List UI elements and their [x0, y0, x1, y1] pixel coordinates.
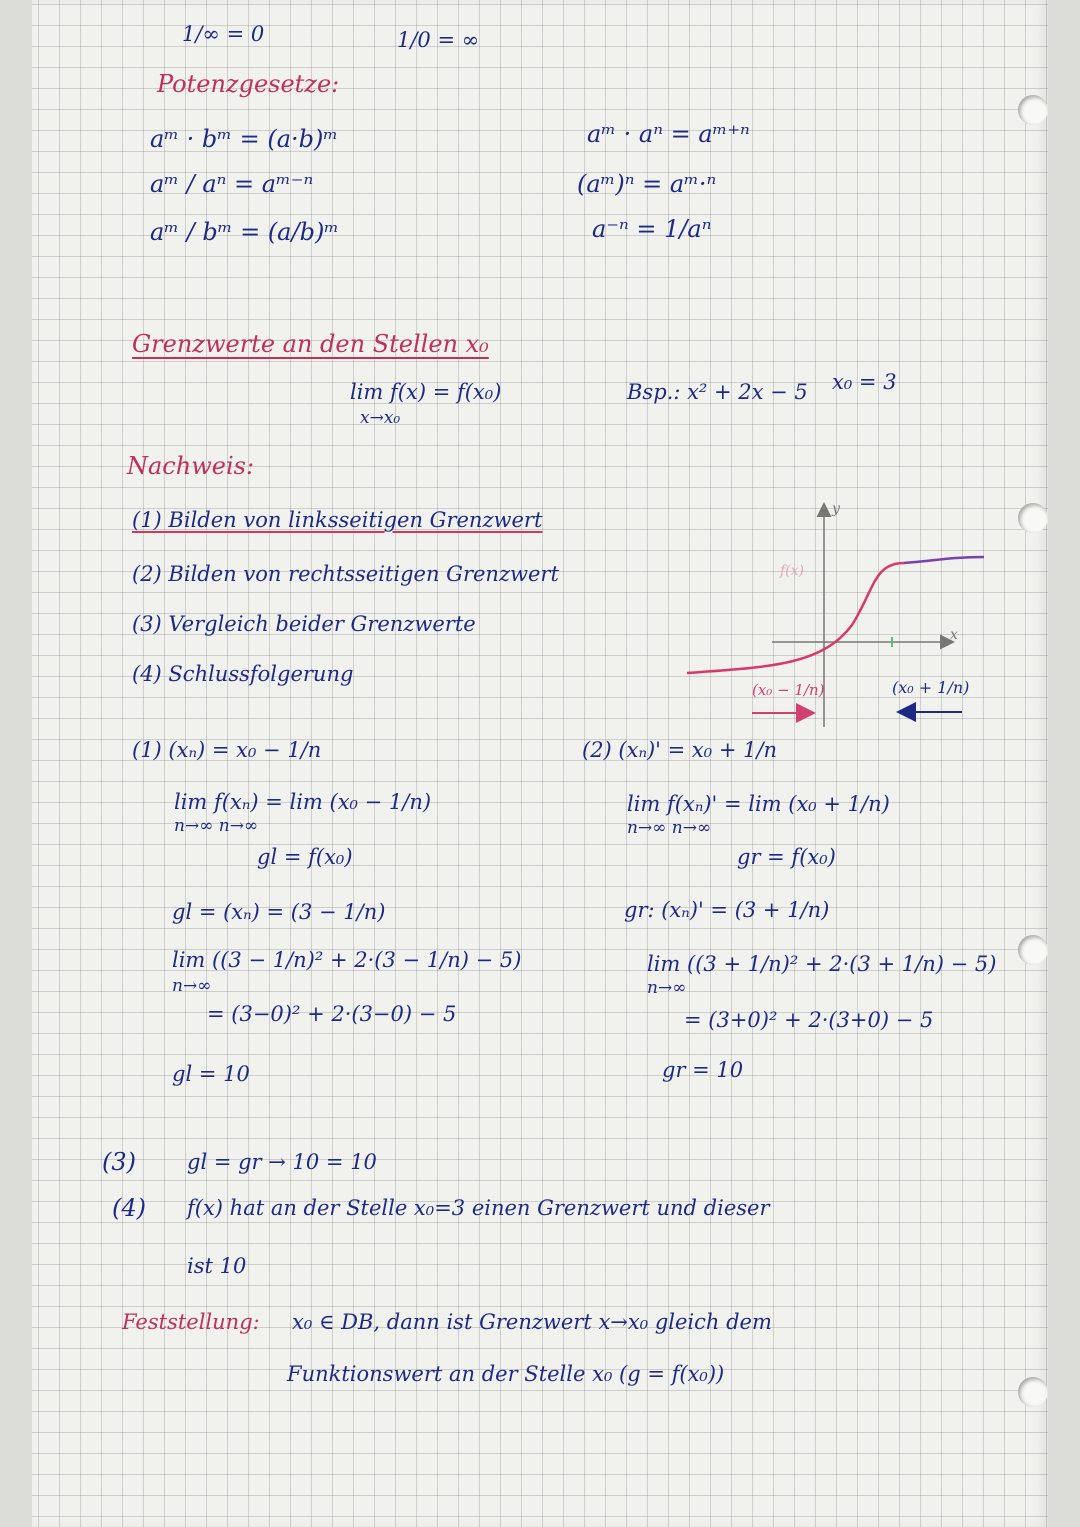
power-law-right-1: aᵐ · aⁿ = aᵐ⁺ⁿ — [587, 120, 750, 148]
limit-sketch-graph — [652, 495, 1012, 735]
right-gr-sequence: gr: (xₙ)' = (3 + 1/n) — [624, 898, 830, 922]
right-approach-label: (x₀ + 1/n) — [892, 678, 970, 697]
proof-step-2: (2) Bilden von rechtsseitigen Grenzwert — [132, 562, 559, 586]
left-limit-evaluated: = (3−0)² + 2·(3−0) − 5 — [207, 1002, 457, 1026]
step4-text-line1: f(x) hat an der Stelle x₀=3 einen Grenzwert und dieser — [187, 1196, 770, 1220]
binder-hole — [1018, 503, 1048, 533]
right-seq-definition: (2) (xₙ)' = x₀ + 1/n — [582, 738, 778, 762]
power-law-left-1: aᵐ · bᵐ = (a·b)ᵐ — [150, 125, 339, 153]
step3-number: (3) — [102, 1148, 136, 1176]
statement-label: Feststellung: — [122, 1310, 260, 1334]
left-approach-label: (x₀ − 1/n) — [752, 681, 825, 699]
step4-number: (4) — [112, 1194, 146, 1222]
statement-line1: x₀ ∈ DB, dann ist Grenzwert x→x₀ gleich dem — [292, 1310, 772, 1334]
left-gl-sequence: gl = (xₙ) = (3 − 1/n) — [172, 900, 386, 924]
notebook-page — [32, 0, 1048, 1527]
example-x0: x₀ = 3 — [832, 370, 897, 394]
statement-line2: Funktionswert an der Stelle x₀ (g = f(x₀)) — [287, 1362, 725, 1386]
proof-step-3: (3) Vergleich beider Grenzwerte — [132, 612, 476, 636]
binder-hole — [1018, 95, 1048, 125]
limit-formula-subscript: x→x₀ — [360, 408, 401, 428]
power-laws-heading: Potenzgesetze: — [157, 70, 340, 98]
binder-hole — [1018, 1377, 1048, 1407]
fx-label: f(x) — [780, 563, 805, 579]
power-law-left-2: aᵐ / aⁿ = aᵐ⁻ⁿ — [150, 170, 314, 198]
power-law-right-3: a⁻ⁿ = 1/aⁿ — [592, 215, 712, 243]
left-limit-subscript: n→∞ n→∞ — [174, 816, 259, 836]
right-limit-calculation: lim ((3 + 1/n)² + 2·(3 + 1/n) − 5) — [647, 952, 997, 976]
curve-right-part — [904, 557, 984, 563]
proof-step-1: (1) Bilden von linksseitigen Grenzwert — [132, 508, 543, 532]
right-limit-expression: lim f(xₙ)' = lim (x₀ + 1/n) — [627, 792, 890, 816]
right-gr-definition: gr = f(x₀) — [737, 845, 836, 869]
left-seq-definition: (1) (xₙ) = x₀ − 1/n — [132, 738, 322, 762]
right-limit-calc-subscript: n→∞ — [647, 978, 687, 998]
right-limit-subscript: n→∞ n→∞ — [627, 818, 712, 838]
fact-one-over-zero: 1/0 = ∞ — [397, 28, 480, 52]
left-limit-calc-subscript: n→∞ — [172, 976, 212, 996]
power-law-right-2: (aᵐ)ⁿ = aᵐ·ⁿ — [577, 170, 717, 198]
left-gl-result: gl = 10 — [172, 1062, 250, 1086]
right-limit-evaluated: = (3+0)² + 2·(3+0) − 5 — [684, 1008, 934, 1032]
proof-heading: Nachweis: — [127, 452, 255, 480]
step3-comparison: gl = gr → 10 = 10 — [187, 1150, 377, 1174]
right-gr-result: gr = 10 — [662, 1058, 744, 1082]
limits-heading: Grenzwerte an den Stellen x₀ — [132, 330, 489, 358]
example-function: Bsp.: x² + 2x − 5 — [627, 380, 808, 404]
y-axis-label: y — [832, 501, 840, 517]
x-axis-label: x — [950, 627, 958, 643]
limit-formula: lim f(x) = f(x₀) — [350, 380, 502, 404]
left-gl-definition: gl = f(x₀) — [257, 845, 353, 869]
power-law-left-3: aᵐ / bᵐ = (a/b)ᵐ — [150, 218, 340, 246]
step4-text-line2: ist 10 — [187, 1254, 247, 1278]
binder-hole — [1018, 935, 1048, 965]
curve-left-part — [687, 563, 904, 673]
left-limit-calculation: lim ((3 − 1/n)² + 2·(3 − 1/n) − 5) — [172, 948, 522, 972]
proof-step-4: (4) Schlussfolgerung — [132, 662, 354, 686]
fact-one-over-infinity: 1/∞ = 0 — [182, 22, 265, 46]
left-limit-expression: lim f(xₙ) = lim (x₀ − 1/n) — [174, 790, 432, 814]
